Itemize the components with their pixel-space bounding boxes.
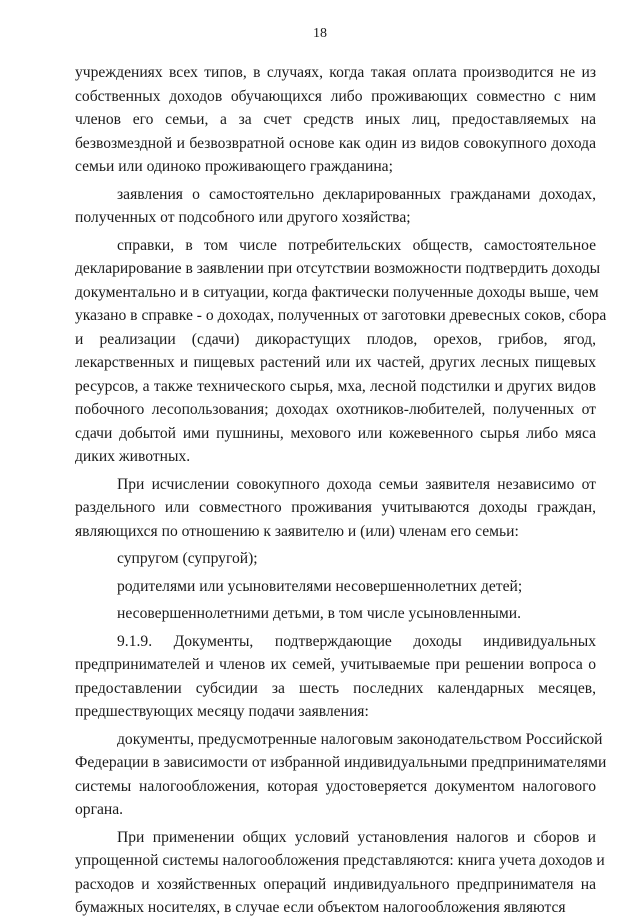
paragraph (75, 473, 596, 544)
text-line: предоставлении субсидии за шесть последних календарных месяцев, (75, 679, 596, 697)
text-line: диких животных. (75, 448, 191, 465)
text-line: документы, предусмотренные налоговым законодательством Российской (117, 730, 603, 748)
text-line: родителями или усыновителями несовершеннолетних детей; (117, 577, 523, 595)
paragraph (75, 602, 596, 626)
text-line: расходов и хозяйственных операций индивидуального предпринимателя на (75, 875, 596, 893)
text-line: и реализации (сдачи) дикорастущих плодов, орехов, грибов, ягод, (75, 330, 596, 348)
page-number: 18 (313, 26, 327, 41)
text-line: являющихся по отношению к заявителю и (или) членам его семьи: (75, 522, 519, 540)
text-line: ресурсов, а также технического сырья, мха, лесной подстилки и других видов (75, 377, 596, 395)
text-line: сдачи добытой ими пушнины, мехового или кожевенного сырья либо мяса (75, 424, 596, 442)
paragraph (75, 234, 607, 469)
text-line: бумажных носителях, в случае если объектом налогообложения являются (75, 899, 566, 916)
text-line: лекарственных и пищевых растений или их частей, других лесных пищевых (75, 354, 596, 371)
text-line: упрощенной системы налогообложения представляются: книга учета доходов и (75, 852, 605, 869)
text-line: членов его семьи, а за счет средств иных лиц, предоставляемых на (75, 111, 596, 128)
text-line: несовершеннолетними детьми, в том числе усыновленными. (117, 605, 522, 622)
paragraph (75, 575, 596, 599)
document-body (75, 61, 607, 920)
text-line: безвозмездной и безвозвратной основе как один из видов совокупного дохода (75, 134, 596, 152)
text-line: декларирование в заявлении при отсутствии возможности подтвердить доходы (75, 260, 601, 277)
paragraph (75, 728, 607, 822)
text-line: указано в справке - о доходах, полученных от заготовки древесных соков, сбора (75, 307, 607, 324)
paragraph (75, 183, 596, 230)
text-line: полученных от подсобного или другого хозяйства; (75, 209, 411, 226)
paragraph (75, 547, 596, 571)
text-line: учреждениях всех типов, в случаях, когда такая оплата производится не из (75, 64, 596, 81)
paragraph (75, 61, 596, 179)
text-line: раздельного или совместного проживания учитываются доходы граждан, (75, 499, 596, 516)
text-line: побочного лесопользования; доходах охотников-любителей, полученных от (75, 401, 596, 418)
text-line: Федерации в зависимости от избранной индивидуальными предпринимателями (75, 754, 607, 771)
paragraph (75, 826, 605, 920)
text-line: При применении общих условий установления налогов и сборов и (117, 828, 596, 846)
text-line: органа. (75, 801, 124, 818)
text-line: заявления о самостоятельно декларированных гражданами доходах, (117, 185, 596, 203)
text-line: супругом (супругой); (117, 550, 258, 567)
text-line: справки, в том числе потребительских обществ, самостоятельное (117, 236, 596, 254)
text-line: 9.1.9. Документы, подтверждающие доходы индивидуальных (117, 632, 596, 650)
paragraph (75, 630, 596, 724)
text-line: системы налогообложения, которая удостоверяется документом налогового (75, 777, 596, 795)
text-line: собственных доходов обучающихся либо проживающих совместно с ним (75, 87, 596, 105)
text-line: документально и в ситуации, когда фактически полученные доходы выше, чем (75, 283, 599, 301)
text-line: При исчислении совокупного дохода семьи заявителя независимо от (117, 475, 596, 493)
text-line: предпринимателей и членов их семей, учитываемые при решении вопроса о (75, 656, 596, 673)
text-line: семьи или одиноко проживающего гражданина; (75, 158, 393, 175)
text-line: предшествующих месяцу подачи заявления: (75, 703, 369, 720)
